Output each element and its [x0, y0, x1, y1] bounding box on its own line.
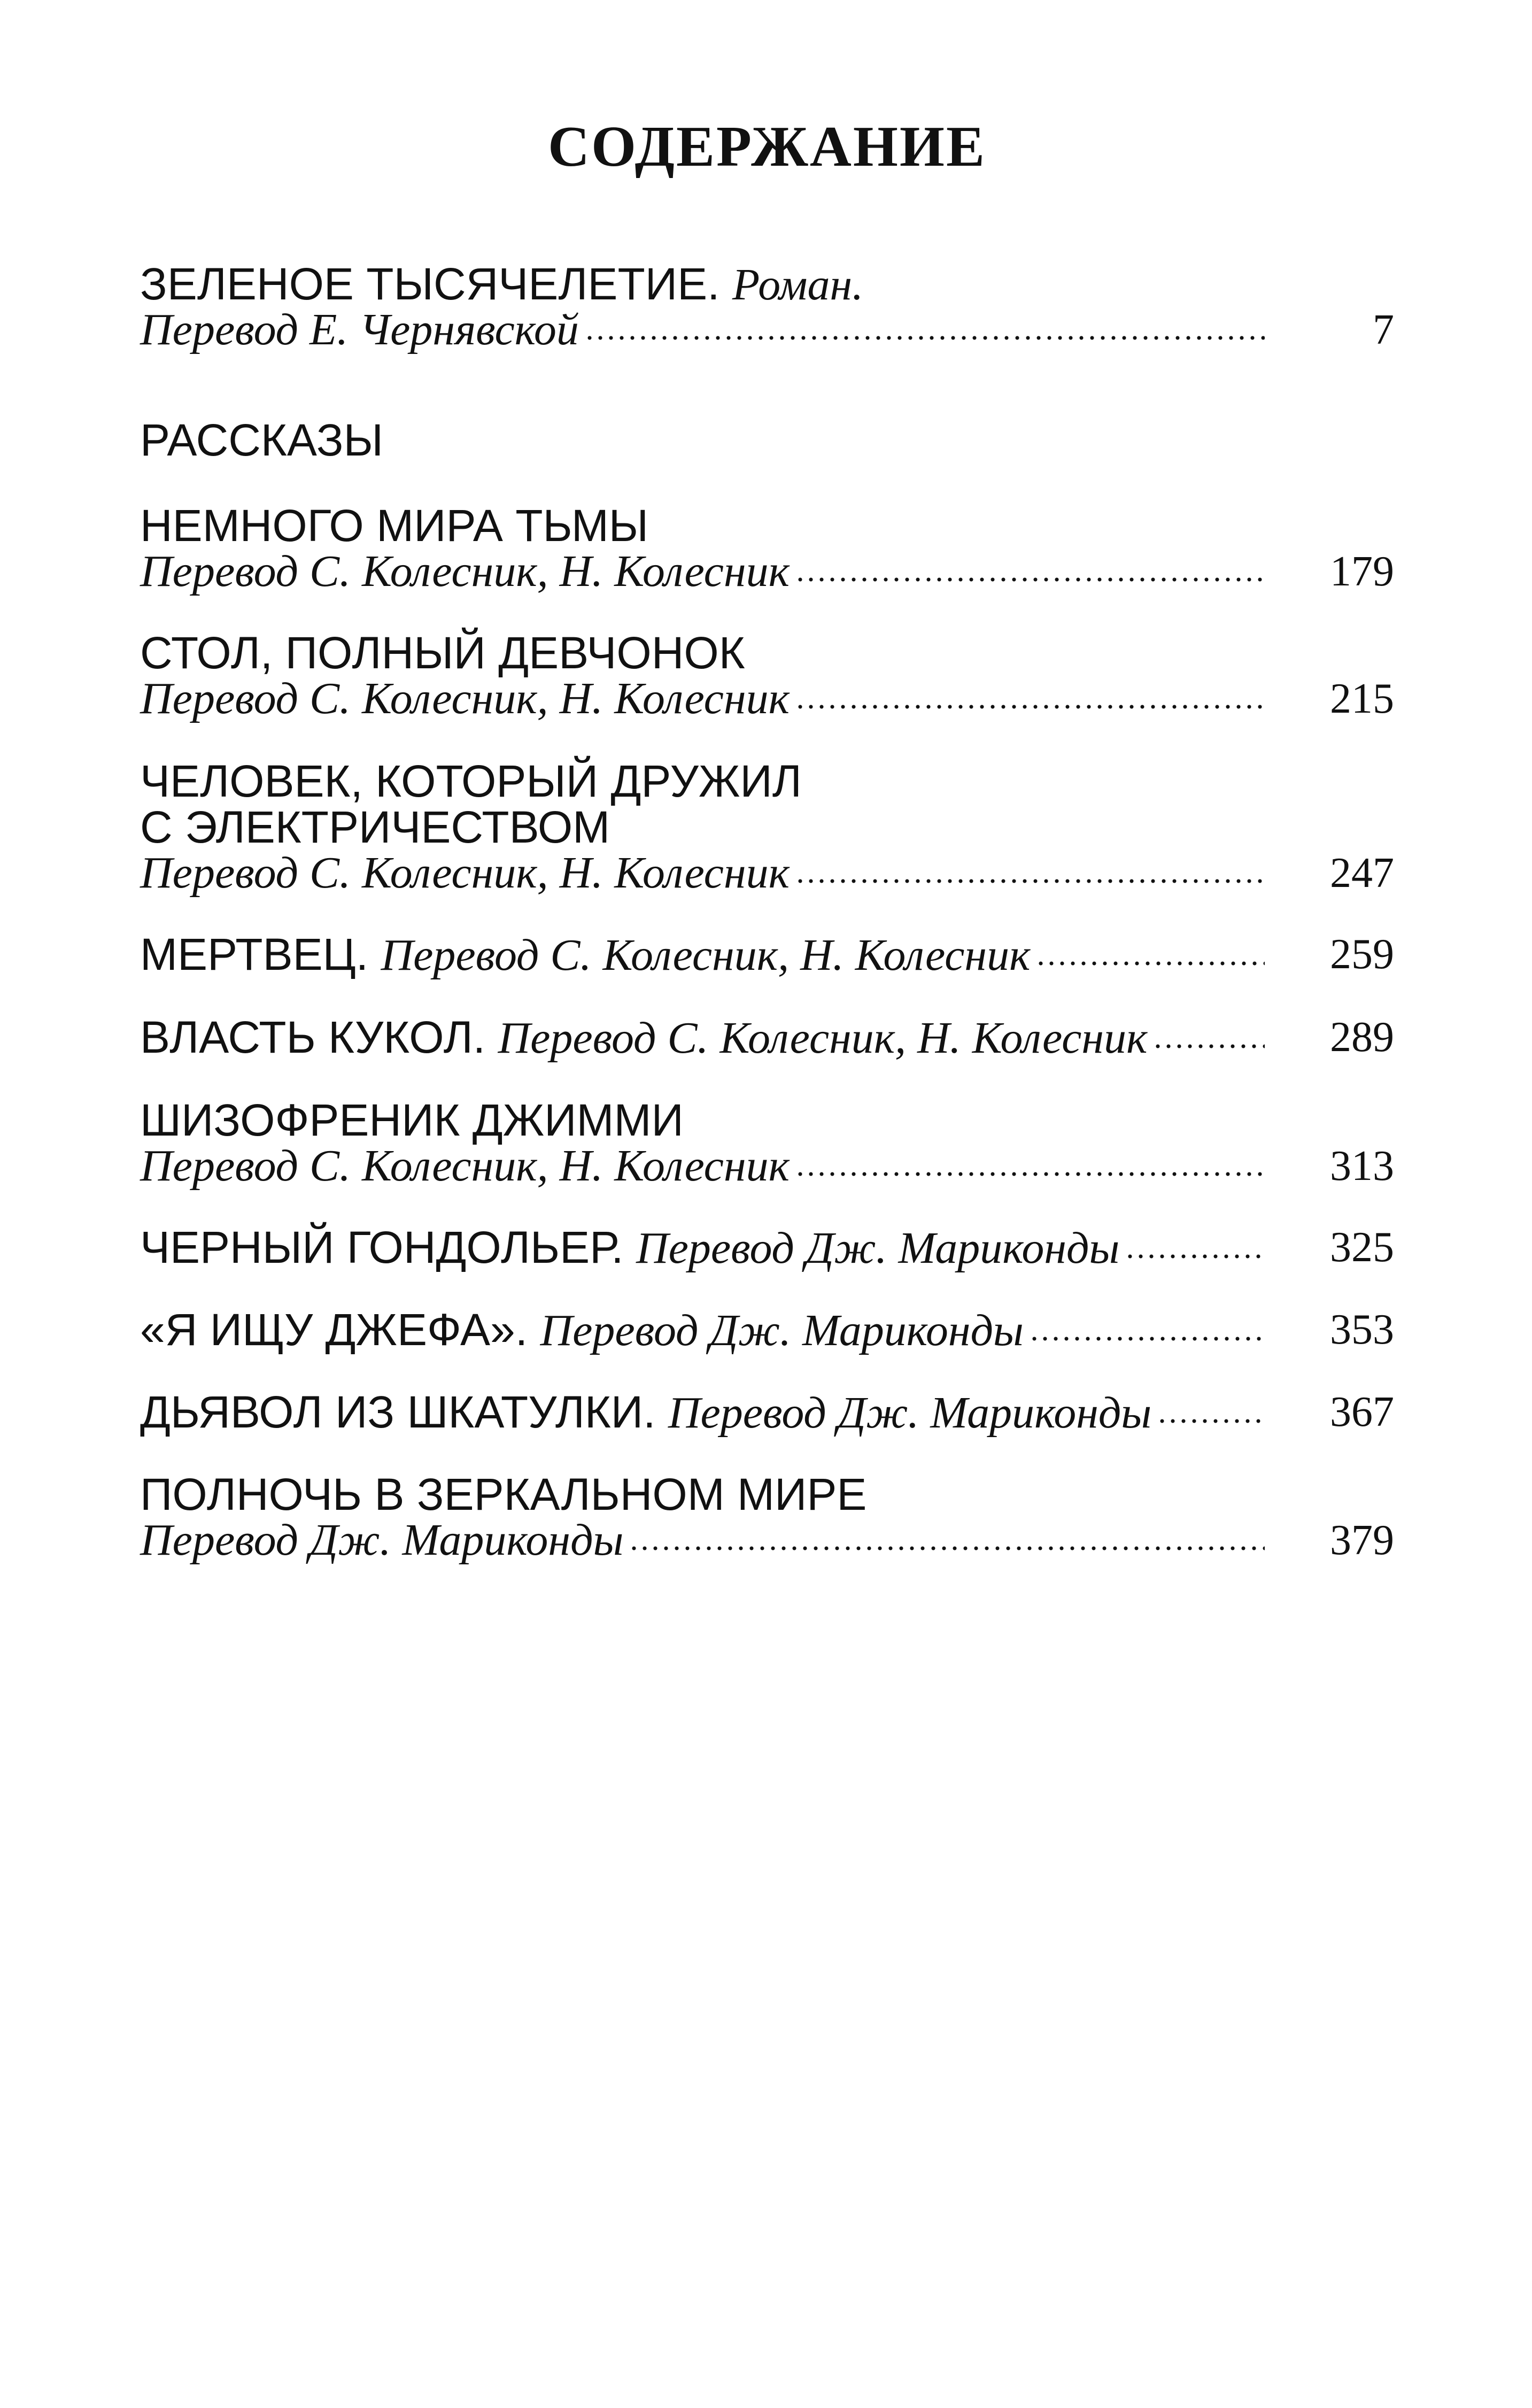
entry-page-number: 247 — [1330, 850, 1394, 897]
entry-page-number: 259 — [1330, 931, 1394, 978]
entry-translator-line — [140, 307, 1394, 353]
entry-translator: Перевод С. Колесник, Н. Колесник — [140, 674, 790, 723]
toc-entry — [140, 1307, 1394, 1353]
entry-title-continued: С ЭЛЕКТРИЧЕСТВОМ — [140, 802, 610, 852]
entry-title: «Я ИЩУ ДЖЕФА». — [140, 1305, 528, 1355]
entry-translator: Перевод Дж. Мариконды — [540, 1306, 1024, 1355]
entry-title: ЗЕЛЕНОЕ ТЫСЯЧЕЛЕТИЕ. — [140, 259, 720, 309]
entry-title: ВЛАСТЬ КУКОЛ. — [140, 1012, 486, 1062]
entry-translator: Перевод Дж. Мариконды — [668, 1388, 1152, 1438]
page-title: СОДЕРЖАНИЕ — [548, 115, 986, 179]
section-heading: РАССКАЗЫ — [140, 415, 384, 465]
entry-translator: Перевод С. Колесник, Н. Колесник — [140, 546, 790, 596]
entry-title: НЕМНОГО МИРА ТЬМЫ — [140, 500, 649, 551]
toc-entry — [140, 630, 1394, 722]
entry-single-line — [140, 929, 1394, 980]
entry-page-number: 289 — [1330, 1014, 1394, 1061]
toc-entry — [140, 1097, 1394, 1189]
leader-dots — [1152, 1041, 1265, 1052]
entry-title-line — [140, 500, 1394, 551]
toc-entry — [140, 758, 1394, 896]
entry-translator-line — [140, 1517, 1394, 1563]
toc-entry — [140, 1012, 1394, 1063]
entry-single-line — [140, 1387, 1394, 1438]
entry-title: ЧЕЛОВЕК, КОТОРЫЙ ДРУЖИЛ — [140, 756, 802, 806]
leader-dots — [795, 574, 1265, 585]
entry-single-line — [140, 1012, 1394, 1063]
leader-dots — [795, 1169, 1265, 1179]
entry-title: ПОЛНОЧЬ В ЗЕРКАЛЬНОМ МИРЕ — [140, 1469, 867, 1519]
entry-title-line — [140, 758, 1394, 804]
leader-dots — [584, 333, 1265, 343]
entry-title: СТОЛ, ПОЛНЫЙ ДЕВЧОНОК — [140, 628, 745, 678]
entry-page-number: 353 — [1330, 1306, 1394, 1353]
entry-title-line — [140, 630, 1394, 676]
entry-translator: Перевод С. Колесник, Н. Колесник — [381, 930, 1031, 980]
entry-translator: Перевод С. Колесник, Н. Колесник — [140, 1141, 790, 1191]
entry-translator: Перевод Е. Чернявской — [140, 305, 579, 354]
entry-title: ЧЕРНЫЙ ГОНДОЛЬЕР. — [140, 1222, 624, 1272]
leader-dots — [1157, 1416, 1265, 1426]
toc-entry — [140, 1387, 1394, 1438]
entry-title-line — [140, 804, 1394, 850]
entry-translator-line — [140, 546, 1394, 596]
entry-translator-line — [140, 1143, 1394, 1189]
entry-page-number: 179 — [1330, 548, 1394, 595]
toc-entry — [140, 261, 1394, 353]
toc-entry — [140, 1222, 1394, 1273]
leader-dots — [795, 876, 1265, 886]
entry-genre: Роман. — [732, 260, 864, 310]
entry-translator-line — [140, 676, 1394, 722]
entry-title-line — [140, 1097, 1394, 1143]
entry-page-number: 325 — [1330, 1224, 1394, 1271]
entry-page-number: 379 — [1330, 1517, 1394, 1564]
entry-title: ШИЗОФРЕНИК ДЖИММИ — [140, 1095, 684, 1145]
leader-dots — [629, 1543, 1265, 1554]
leader-dots — [1035, 958, 1265, 969]
toc-entry — [140, 1471, 1394, 1563]
leader-dots — [795, 701, 1265, 712]
entry-page-number: 215 — [1330, 675, 1394, 722]
contents-page — [140, 0, 1394, 2408]
entry-single-line — [140, 1222, 1394, 1273]
entry-title-line — [140, 1471, 1394, 1517]
entry-translator: Перевод С. Колесник, Н. Колесник — [140, 848, 790, 898]
entry-translator: Перевод Дж. Мариконды — [636, 1223, 1120, 1273]
entry-title-line — [140, 259, 1394, 310]
entry-translator: Перевод С. Колесник, Н. Колесник — [498, 1013, 1148, 1063]
entry-page-number: 313 — [1330, 1143, 1394, 1190]
entry-title: ДЬЯВОЛ ИЗ ШКАТУЛКИ. — [140, 1387, 656, 1437]
entry-page-number: 7 — [1373, 306, 1394, 353]
toc-entry — [140, 500, 1394, 596]
leader-dots — [1125, 1251, 1265, 1262]
leader-dots — [1029, 1333, 1265, 1344]
entry-translator-line — [140, 850, 1394, 896]
entry-single-line — [140, 1307, 1394, 1353]
entry-translator: Перевод Дж. Мариконды — [140, 1515, 624, 1565]
toc-entry — [140, 929, 1394, 980]
entry-title: МЕРТВЕЦ. — [140, 929, 369, 979]
entry-page-number: 367 — [1330, 1388, 1394, 1435]
